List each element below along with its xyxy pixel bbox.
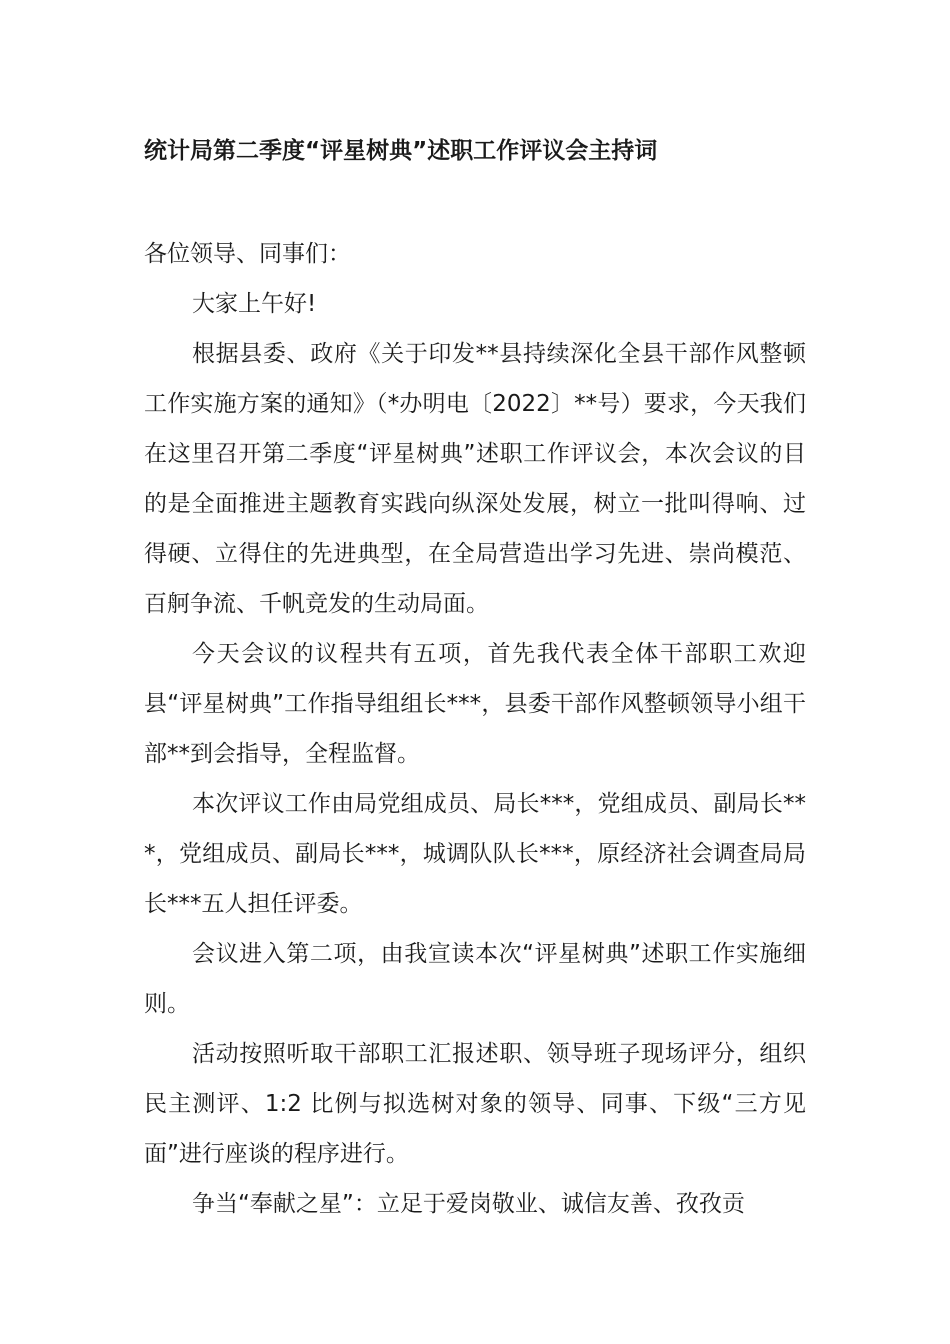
paragraph-greeting: 大家上午好! xyxy=(192,291,317,317)
document-body xyxy=(144,229,806,1229)
document-title: 统计局第二季度“评星树典”述职工作评议会主持词 xyxy=(144,138,658,164)
paragraph-judges: 本次评议工作由局党组成员、局长***，党组成员、副局长***，党组成员、副局长***，城调队队长***，原经济社会调查局局长***五人担任评委。 xyxy=(144,791,806,917)
salutation: 各位领导、同事们： xyxy=(144,241,351,267)
paragraph-dedication-star: 争当“奉献之星”：立足于爱岗敬业、诚信友善、孜孜贡 xyxy=(192,1191,745,1217)
paragraph-second-item: 会议进入第二项，由我宣读本次“评星树典”述职工作实施细则。 xyxy=(144,941,806,1017)
paragraph-meeting-purpose: 根据县委、政府《关于印发**县持续深化全县干部作风整顿工作实施方案的通知》（*办明电〔2022〕**号）要求，今天我们在这里召开第二季度“评星树典”述职工作评议会，本次会议的目的是全面推进主题教育实践向纵深处发展，树立一批叫得响、过得硬、立得住的先进典型，在全局营造出学习先进、崇尚模范、百舸争流、千帆竞发的生动局面。 xyxy=(144,341,806,617)
paragraph-agenda: 今天会议的议程共有五项，首先我代表全体干部职工欢迎县“评星树典”工作指导组组长***，县委干部作风整顿领导小组干部**到会指导，全程监督。 xyxy=(144,641,806,767)
paragraph-procedure: 活动按照听取干部职工汇报述职、领导班子现场评分，组织民主测评、1:2 比例与拟选树对象的领导、同事、下级“三方见面”进行座谈的程序进行。 xyxy=(144,1041,806,1167)
